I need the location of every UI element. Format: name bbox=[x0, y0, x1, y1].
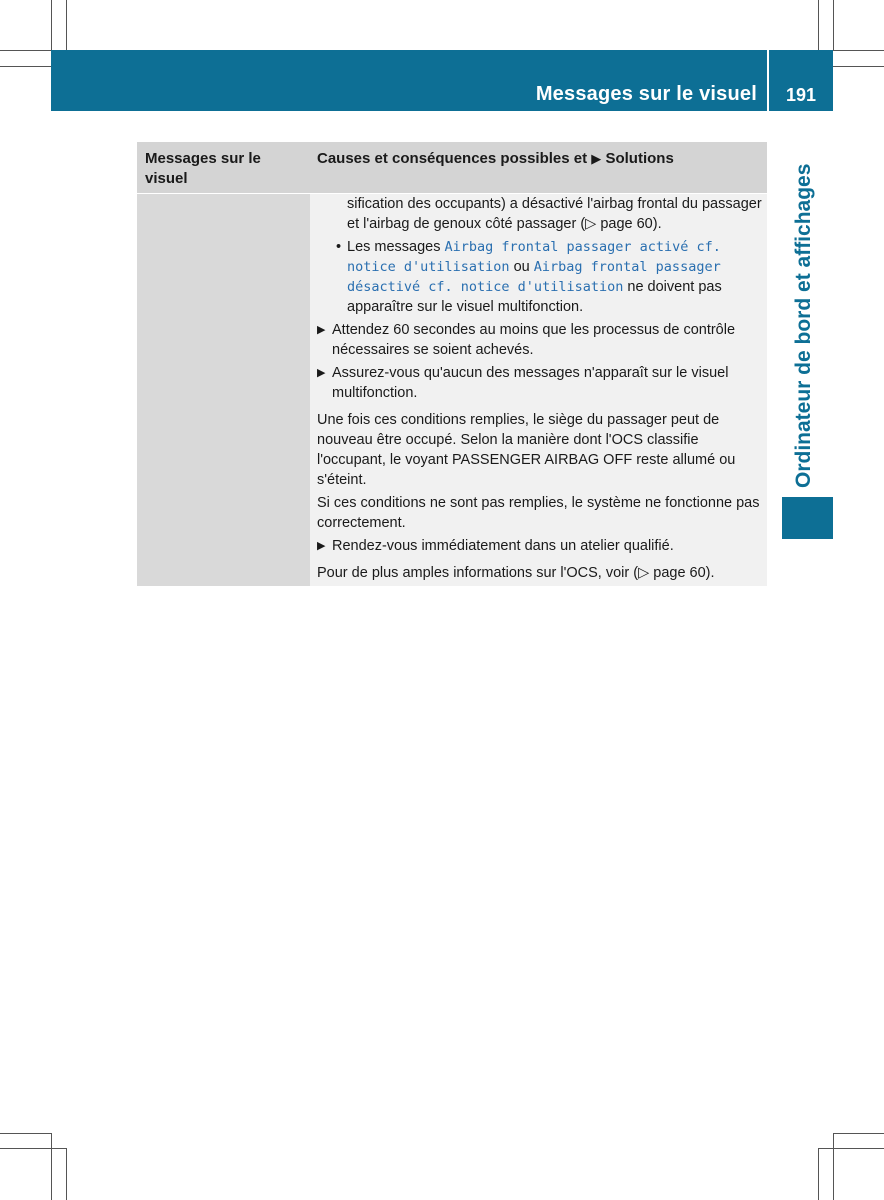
crop-mark bbox=[0, 1148, 66, 1149]
chapter-side-label: Ordinateur de bord et affichages bbox=[792, 163, 815, 488]
solution-arrow-icon: ▶ bbox=[591, 151, 602, 166]
display-message-1: Airbag frontal passager activé cf. notice d'utilisation bbox=[347, 239, 721, 275]
crop-mark bbox=[833, 50, 884, 51]
bullet-suffix: ne doivent pas apparaître sur le visuel multifonction. bbox=[347, 279, 722, 315]
step-text: Attendez 60 secondes au moins que les processus de contrôle nécessaires se soient achevés. bbox=[332, 322, 736, 358]
page-title: Messages sur le visuel bbox=[535, 83, 757, 105]
continued-text: sification des occupants) a désactivé l'airbag frontal du passager et l'airbag de genoux côté passager (▷ page 60). bbox=[347, 196, 762, 232]
solution-step-3 bbox=[317, 536, 762, 556]
crop-mark bbox=[66, 1148, 67, 1200]
crop-mark bbox=[66, 0, 67, 50]
crop-mark bbox=[51, 0, 52, 50]
crop-mark bbox=[818, 1148, 819, 1200]
bullet-icon: • bbox=[336, 239, 342, 255]
message-column-cell bbox=[137, 142, 310, 586]
column-header-solutions-text: Solutions bbox=[605, 150, 674, 167]
step-text: Assurez-vous qu'aucun des messages n'apparaît sur le visuel multifonction. bbox=[332, 365, 729, 401]
display-message-2: Airbag frontal passager désactivé cf. notice d'utilisation bbox=[347, 259, 721, 295]
step-arrow-icon: ▶ bbox=[317, 324, 326, 336]
solution-step-2 bbox=[317, 363, 762, 403]
crop-mark bbox=[833, 1133, 884, 1134]
crop-mark bbox=[833, 66, 884, 67]
solution-step-1 bbox=[317, 320, 762, 360]
column-header-causes bbox=[317, 149, 757, 169]
crop-mark bbox=[0, 50, 51, 51]
crop-mark bbox=[0, 1133, 51, 1134]
page-number: 191 bbox=[785, 85, 817, 105]
step-text: Rendez-vous immédiatement dans un atelier qualifié. bbox=[332, 538, 674, 554]
list-item-messages bbox=[317, 237, 762, 317]
chapter-tab-marker bbox=[782, 497, 833, 539]
crop-mark bbox=[818, 0, 819, 50]
paragraph-more-info: Pour de plus amples informations sur l'OCS, voir (▷ page 60). bbox=[317, 565, 715, 581]
paragraph-conditions-not-met: Si ces conditions ne sont pas remplies, le système ne fonctionne pas correctement. bbox=[317, 495, 760, 531]
step-arrow-icon: ▶ bbox=[317, 540, 326, 552]
table-row-content bbox=[317, 194, 762, 583]
crop-mark bbox=[51, 1133, 52, 1200]
crop-mark bbox=[833, 1133, 834, 1200]
crop-mark bbox=[818, 1148, 884, 1149]
bullet-prefix: Les messages bbox=[347, 239, 441, 255]
crop-mark bbox=[0, 66, 51, 67]
messages-table bbox=[137, 142, 767, 586]
paragraph-conditions-met: Une fois ces conditions remplies, le siège du passager peut de nouveau être occupé. Selon la manière dont l'OCS classifie l'occupant, le voyant PASSENGER AIRBAG OFF reste allumé ou s'éteint. bbox=[317, 412, 736, 488]
column-header-messages: Messages sur le visuel bbox=[145, 150, 261, 187]
step-arrow-icon: ▶ bbox=[317, 367, 326, 379]
bullet-or: ou bbox=[513, 259, 530, 275]
crop-mark bbox=[833, 0, 834, 50]
column-header-causes-text: Causes et conséquences possibles et bbox=[317, 150, 588, 167]
